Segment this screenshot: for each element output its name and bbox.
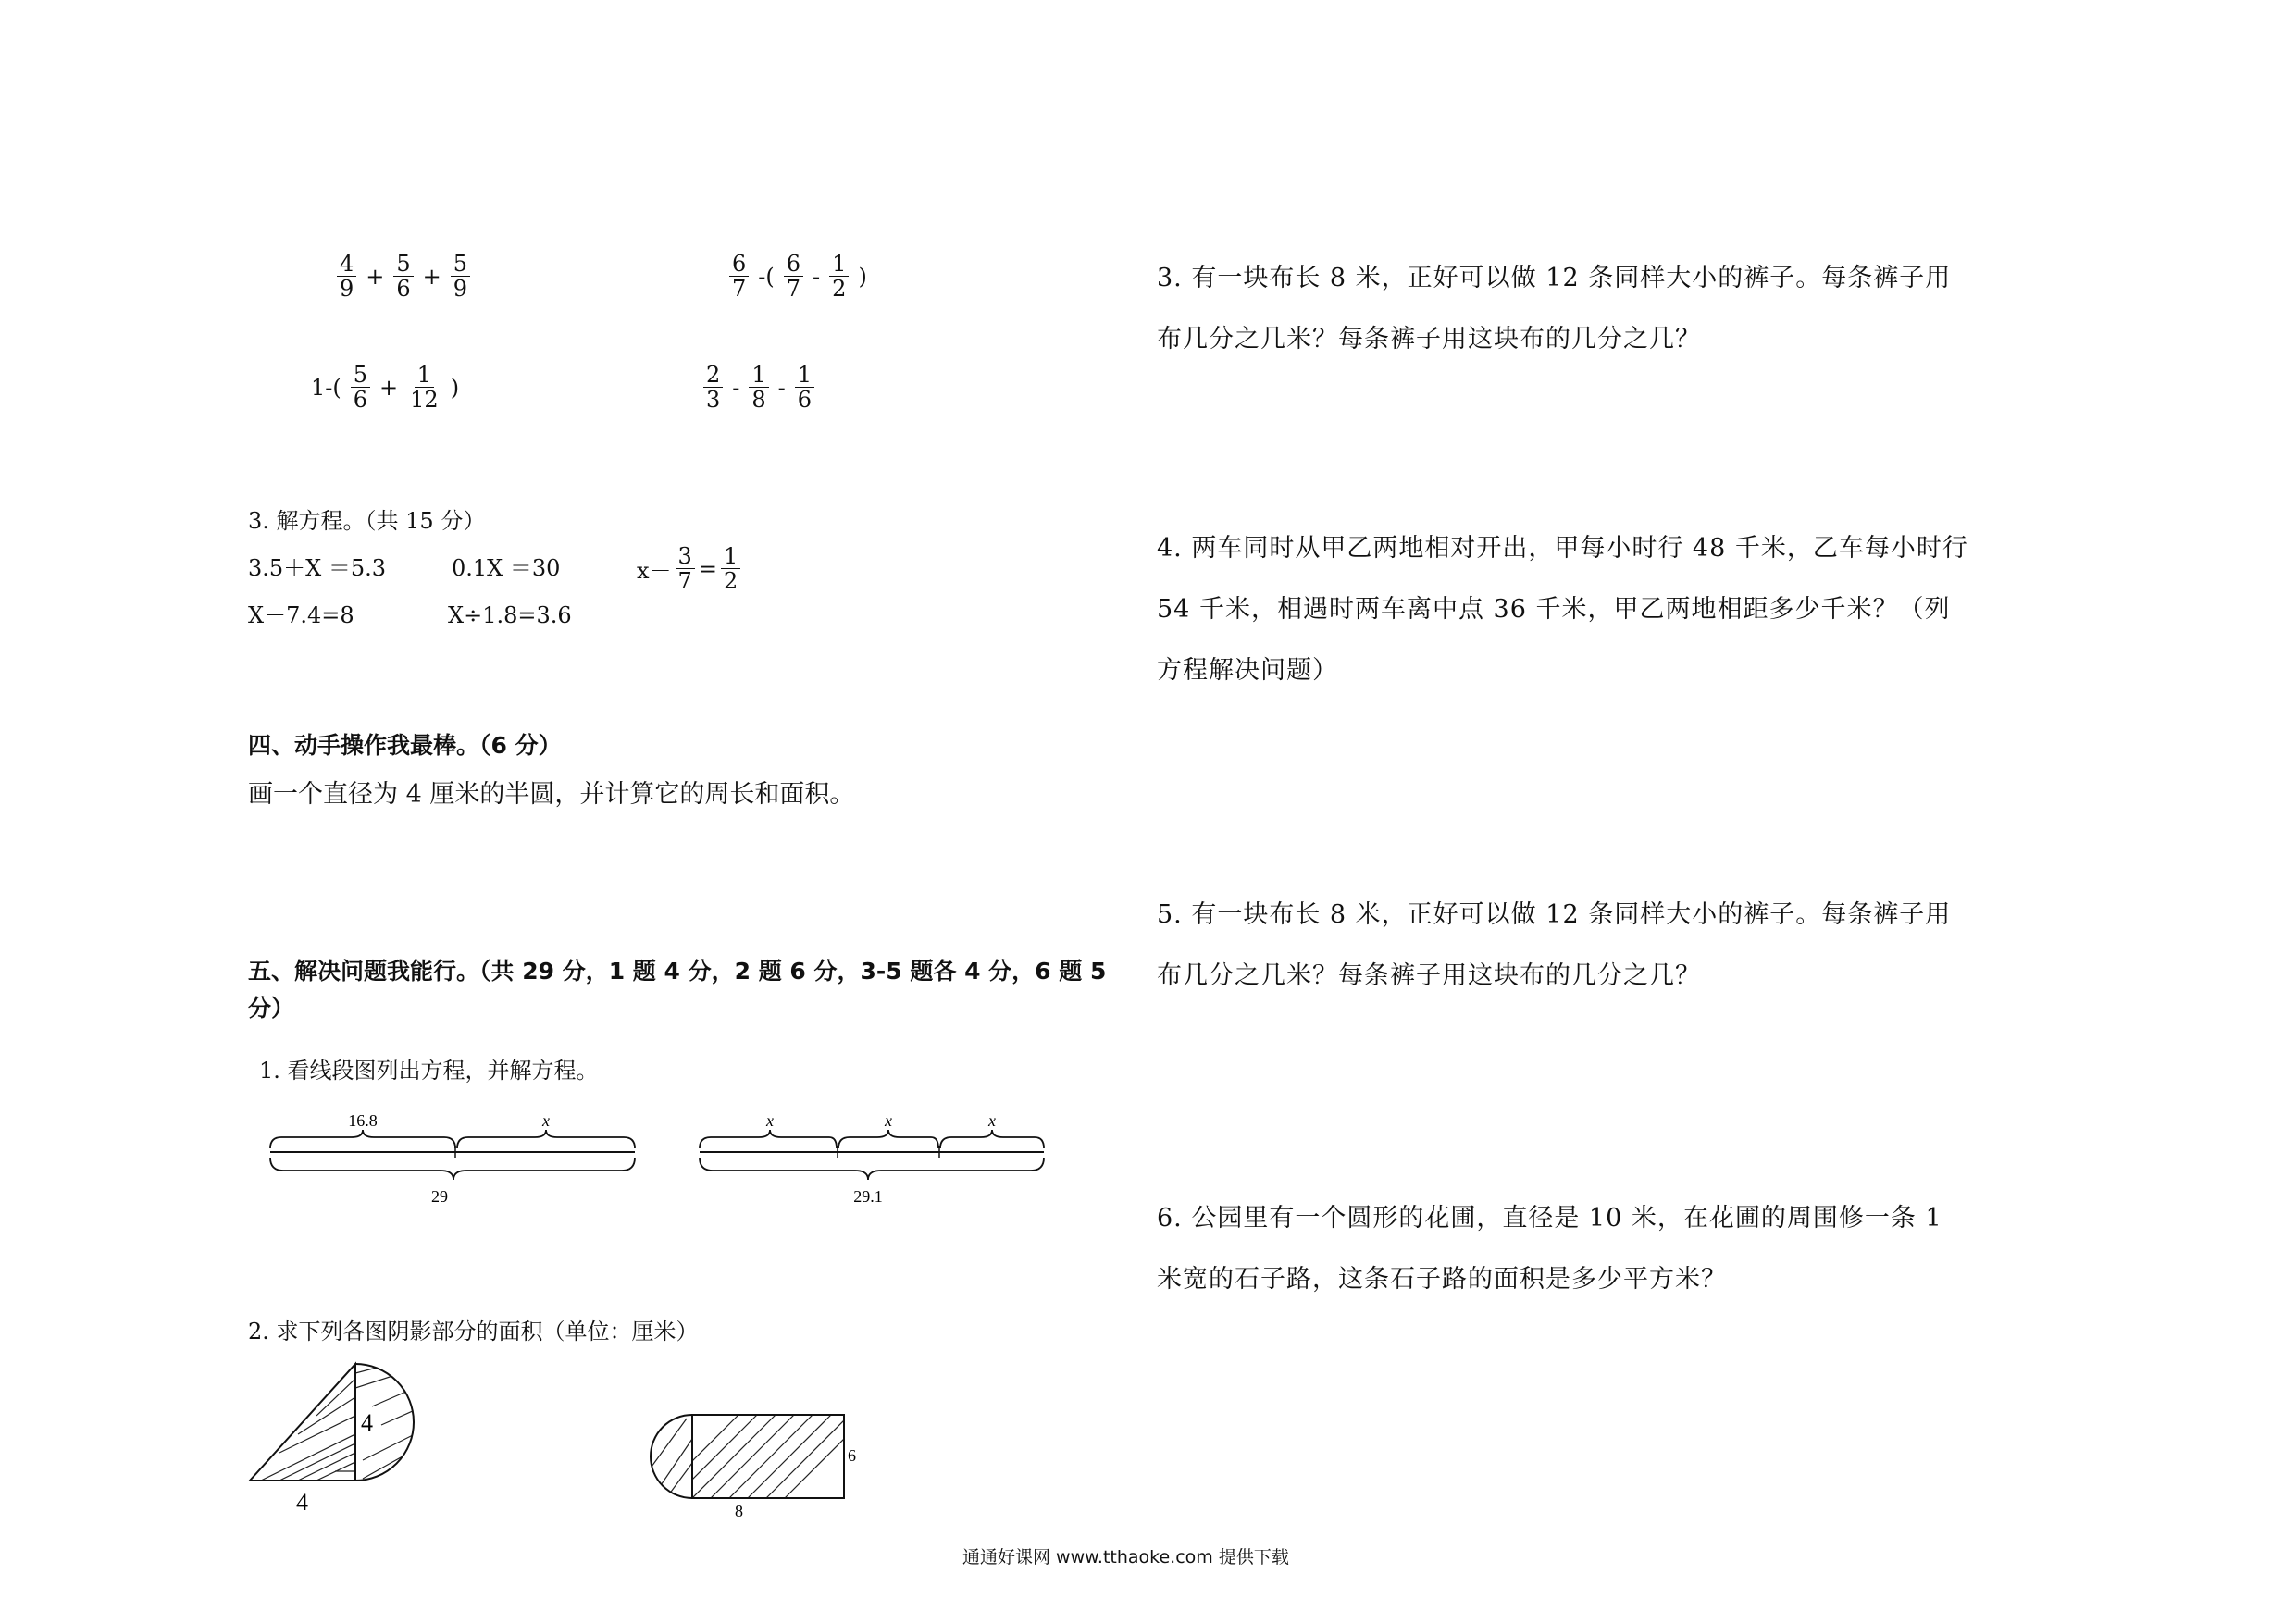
footer-credit: 通通好课网 www.tthaoke.com 提供下载 bbox=[962, 1547, 1289, 1567]
diagram2-top-label-3: x bbox=[988, 1111, 996, 1130]
fraction: $\frac{1}{2}$ bbox=[829, 252, 849, 301]
section5-q1: 1. 看线段图列出方程，并解方程。 bbox=[259, 1058, 599, 1084]
equations-heading: 3. 解方程。（共 15 分） bbox=[248, 508, 486, 534]
expression-3: 1-( $\frac{5}{6}$ + $\frac{1}{12}$ ) bbox=[311, 362, 460, 413]
right-question-5: 5. 有一块布长 8 米，正好可以做 12 条同样大小的裤子。每条裤子用布几分之几米？每条裤子用这块布的几分之几？ bbox=[1157, 900, 1952, 990]
figure2-side-label: 6 bbox=[848, 1446, 856, 1465]
diagram1-top-right-label: x bbox=[542, 1111, 550, 1130]
brace-top-left bbox=[270, 1130, 455, 1148]
expression-4: $\frac{2}{3}$ - $\frac{1}{8}$ - $\frac{1}{6}$ bbox=[700, 363, 818, 412]
fraction: $\frac{6}{7}$ bbox=[729, 252, 749, 301]
semicircle-outline bbox=[651, 1415, 692, 1498]
diagram2-top-label-2: x bbox=[885, 1111, 892, 1130]
shaded-figure-1 bbox=[242, 1351, 428, 1518]
shaded-figure-2 bbox=[639, 1402, 861, 1522]
equation-3: x－ $\frac{3}{7}$ = $\frac{1}{2}$ bbox=[637, 544, 744, 593]
diagram1-top-left-label: 16.8 bbox=[348, 1111, 378, 1130]
equation-4: X－7.4=8 bbox=[248, 602, 354, 628]
fraction: $\frac{5}{6}$ bbox=[393, 252, 413, 301]
fraction: $\frac{3}{7}$ bbox=[676, 544, 695, 593]
diagram1-bottom-label: 29 bbox=[431, 1187, 448, 1206]
section5-heading-line1: 五、解决问题我能行。（共 29 分，1 题 4 分，2 题 6 分，3-5 题各 4 分，6 题 5 bbox=[248, 958, 1107, 985]
diagram2-top-label-1: x bbox=[766, 1111, 774, 1130]
section5-q2: 2. 求下列各图阴影部分的面积（单位：厘米） bbox=[248, 1319, 699, 1344]
fraction: $\frac{1}{8}$ bbox=[749, 363, 768, 412]
expression-2: $\frac{6}{7}$ -( $\frac{6}{7}$ - $\frac{1}{2}$ ) bbox=[726, 252, 873, 301]
fraction: $\frac{4}{9}$ bbox=[337, 252, 356, 301]
figure1-side-label: 4 bbox=[361, 1409, 373, 1436]
right-question-3: 3. 有一块布长 8 米，正好可以做 12 条同样大小的裤子。每条裤子用布几分之几米？每条裤子用这块布的几分之几？ bbox=[1157, 264, 1952, 353]
equation-1: 3.5＋X ＝5.3 bbox=[248, 555, 387, 581]
brace-top-3 bbox=[940, 1130, 1044, 1148]
brace-bottom bbox=[270, 1158, 635, 1180]
equation-2: 0.1X ＝30 bbox=[452, 555, 561, 581]
line-segment-diagram-2 bbox=[692, 1106, 1053, 1235]
figure2-base-label: 8 bbox=[735, 1502, 743, 1520]
brace-top-right bbox=[457, 1130, 635, 1148]
brace-top-2 bbox=[838, 1130, 938, 1148]
brace-top-1 bbox=[700, 1130, 837, 1148]
section5-heading-line2: 分） bbox=[248, 995, 295, 1022]
fraction: $\frac{1}{2}$ bbox=[721, 544, 740, 593]
fraction: $\frac{6}{7}$ bbox=[784, 252, 803, 301]
equation-5: X÷1.8=3.6 bbox=[448, 602, 572, 628]
triangle-outline bbox=[250, 1364, 355, 1481]
line-segment-diagram-1 bbox=[259, 1106, 639, 1235]
fraction: $\frac{5}{6}$ bbox=[351, 363, 370, 412]
section4-text: 画一个直径为 4 厘米的半圆，并计算它的周长和面积。 bbox=[248, 780, 855, 809]
diagram2-bottom-label: 29.1 bbox=[853, 1187, 883, 1206]
right-question-6: 6. 公园里有一个圆形的花圃，直径是 10 米，在花圃的周围修一条 1 米宽的石子路，这条石子路的面积是多少平方米？ bbox=[1157, 1204, 1942, 1294]
figure1-base-label: 4 bbox=[296, 1489, 308, 1516]
fraction: $\frac{1}{12}$ bbox=[410, 362, 439, 413]
fraction: $\frac{5}{9}$ bbox=[451, 252, 470, 301]
fraction: $\frac{2}{3}$ bbox=[703, 363, 723, 412]
expression-1: $\frac{4}{9}$ + $\frac{5}{6}$ + $\frac{5}{9}$ bbox=[333, 252, 474, 301]
right-question-4: 4. 两车同时从甲乙两地相对开出，甲每小时行 48 千米，乙车每小时行 54 千米，相遇时两车离中点 36 千米，甲乙两地相距多少千米？（列方程解决问题） bbox=[1157, 534, 1968, 685]
brace-bottom bbox=[700, 1158, 1044, 1180]
section4-heading: 四、动手操作我最棒。（6 分） bbox=[248, 732, 562, 759]
fraction: $\frac{1}{6}$ bbox=[795, 363, 814, 412]
